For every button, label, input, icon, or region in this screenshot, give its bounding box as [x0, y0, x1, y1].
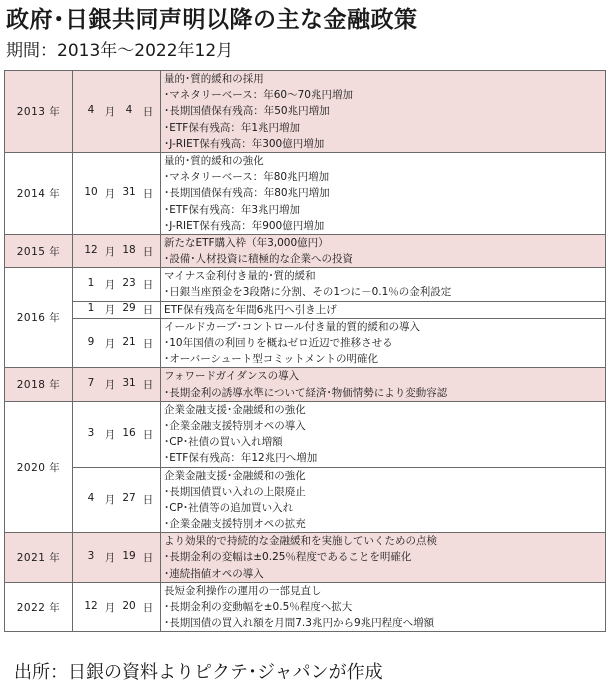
policy-table [4, 70, 606, 632]
date-day: 20 [122, 599, 136, 612]
date-cell [73, 401, 161, 467]
date-day: 4 [125, 103, 133, 116]
policy-heading: ETF保有残高を年間6兆円へ引き上げ [164, 303, 337, 316]
policy-content-cell [161, 301, 606, 318]
date-day-unit: 日 [142, 278, 154, 291]
date-month: 12 [84, 599, 98, 612]
policy-detail: ･企業金融支援特別オペの拡充 [164, 518, 306, 531]
date-month-unit: 月 [104, 337, 116, 350]
policy-heading: 新たなETF購入枠（年3,000億円） [164, 236, 329, 249]
policy-detail: ･長期国債保有残高：年80兆円増加 [164, 187, 330, 200]
policy-heading: 量的･質的緩和の採用 [164, 73, 264, 85]
policy-row [5, 234, 606, 267]
date-day-unit: 日 [142, 552, 154, 565]
policy-content-cell [161, 401, 606, 467]
date-day: 31 [122, 377, 136, 390]
policy-detail: ･設備･人材投資に積極的な企業への投資 [164, 253, 353, 266]
date-month: 3 [87, 550, 95, 563]
policy-heading: 長短金利操作の運用の一部見直し [164, 584, 322, 597]
policy-row [5, 368, 606, 401]
policy-content-cell [161, 71, 606, 153]
date-month-unit: 月 [104, 379, 116, 392]
date-cell [73, 368, 161, 401]
date-month: 4 [87, 492, 95, 505]
policy-row [5, 152, 606, 234]
date-month-unit: 月 [104, 187, 116, 200]
date-cell [73, 71, 161, 153]
policy-detail: ･オーバーシュート型コミットメントの明確化 [164, 353, 378, 366]
policy-heading: フォワードガイダンスの導入 [164, 370, 300, 383]
date-month-unit: 月 [104, 428, 116, 441]
policy-detail: ･ETF保有残高：年1兆円増加 [164, 121, 301, 134]
policy-heading: イールドカーブ･コントロール付き量的質的緩和の導入 [164, 320, 420, 333]
policy-row [5, 268, 606, 301]
policy-row [5, 467, 606, 533]
date-day-unit: 日 [142, 105, 154, 118]
date-month: 9 [87, 335, 95, 348]
policy-detail: ･J-RIET保有残高：年900億円増加 [164, 219, 325, 232]
date-month: 3 [87, 426, 95, 439]
policy-detail: ･連続指値オペの導入 [164, 567, 264, 580]
policy-row [5, 401, 606, 467]
policy-table-body [5, 71, 606, 632]
policy-content-cell [161, 318, 606, 368]
date-day-unit: 日 [142, 304, 154, 317]
year-cell: 2014 年 [5, 152, 73, 234]
date-cell [73, 152, 161, 234]
policy-content-cell [161, 368, 606, 401]
date-day: 16 [122, 426, 136, 439]
date-month-unit: 月 [104, 601, 116, 614]
date-day-unit: 日 [142, 428, 154, 441]
date-day-unit: 日 [142, 337, 154, 350]
policy-row [5, 533, 606, 583]
year-cell: 2018 年 [5, 368, 73, 401]
date-day: 31 [122, 185, 136, 198]
date-month: 4 [87, 103, 95, 116]
date-day-unit: 日 [142, 379, 154, 392]
policy-detail: ･CP･社債の買い入れ増額 [164, 436, 283, 449]
year-cell: 2015 年 [5, 234, 73, 267]
date-cell [73, 318, 161, 368]
policy-heading: マイナス金利付き量的･質的緩和 [164, 270, 316, 283]
date-day-unit: 日 [142, 494, 154, 507]
policy-content-cell [161, 152, 606, 234]
date-month-unit: 月 [104, 552, 116, 565]
year-cell: 2021 年 [5, 533, 73, 583]
policy-heading: より効果的で持続的な金融緩和を実施していくための点検 [164, 535, 437, 548]
policy-content-cell [161, 234, 606, 267]
source-note: 出所：日銀の資料よりピクテ･ジャパンが作成 [14, 662, 383, 683]
policy-detail: ･マネタリーベース：年60～70兆円増加 [164, 89, 353, 102]
period-subtitle: 期間：2013年～2022年12月 [6, 41, 234, 61]
date-day: 23 [122, 276, 136, 289]
date-day: 21 [122, 335, 136, 348]
date-month: 1 [87, 276, 95, 289]
policy-row [5, 301, 606, 318]
policy-heading: 企業金融支援･金融緩和の強化 [164, 469, 306, 482]
date-day: 27 [122, 492, 136, 505]
policy-detail: ･10年国債の利回りを概ねゼロ近辺で推移させる [164, 337, 393, 349]
policy-content-cell [161, 582, 606, 632]
date-day-unit: 日 [142, 601, 154, 614]
date-month: 7 [87, 377, 95, 390]
policy-detail: ･CP･社債等の追加買い入れ [164, 501, 294, 514]
date-cell [73, 467, 161, 533]
date-cell [73, 268, 161, 301]
date-month-unit: 月 [104, 245, 116, 258]
policy-heading: 量的･質的緩和の強化 [164, 154, 264, 167]
policy-content-cell [161, 533, 606, 583]
date-day: 19 [122, 550, 136, 563]
date-day: 18 [122, 243, 136, 256]
policy-content-cell [161, 467, 606, 533]
policy-detail: ･企業金融支援特別オペの導入 [164, 419, 306, 432]
date-cell [73, 301, 161, 318]
policy-row [5, 318, 606, 368]
date-cell [73, 533, 161, 583]
date-month-unit: 月 [104, 304, 116, 317]
policy-detail: ･ETF保有残高：年3兆円増加 [164, 203, 301, 216]
policy-detail: ･長期国債保有残高：年50兆円増加 [164, 105, 330, 118]
policy-detail: ･長期国債買い入れの上限廃止 [164, 485, 306, 498]
policy-content-cell [161, 268, 606, 301]
date-day-unit: 日 [142, 187, 154, 200]
policy-row [5, 71, 606, 153]
year-cell: 2022 年 [5, 582, 73, 632]
policy-detail: ･長期国債の買入れ額を月間7.3兆円から9兆円程度へ増額 [164, 617, 435, 630]
policy-detail: ･J-RIET保有残高：年300億円増加 [164, 137, 325, 150]
policy-detail: ･長期金利の変動幅を±0.5％程度へ拡大 [164, 601, 353, 613]
date-month: 10 [84, 185, 98, 198]
date-month-unit: 月 [104, 278, 116, 291]
policy-detail: ･長期金利の誘導水準について経済･物価情勢により変動容認 [164, 386, 448, 399]
date-month-unit: 月 [104, 105, 116, 118]
date-cell [73, 234, 161, 267]
policy-detail: ･ETF保有残高：年12兆円へ増加 [164, 452, 318, 465]
date-month: 12 [84, 243, 98, 256]
date-cell [73, 582, 161, 632]
policy-detail: ･マネタリーベース：年80兆円増加 [164, 171, 330, 184]
policy-detail: ･日銀当座預金を3段階に分割、その1つに－0.1％の金利設定 [164, 286, 452, 299]
year-cell: 2016 年 [5, 268, 73, 368]
date-day-unit: 日 [142, 245, 154, 258]
page-title: 政府･日銀共同声明以降の主な金融政策 [6, 7, 418, 33]
year-cell: 2020 年 [5, 401, 73, 533]
date-day: 29 [122, 302, 136, 315]
date-month-unit: 月 [104, 494, 116, 507]
policy-heading: 企業金融支援･金融緩和の強化 [164, 403, 306, 416]
policy-row [5, 582, 606, 632]
year-cell: 2013 年 [5, 71, 73, 153]
policy-detail: ･長期金利の変幅は±0.25％程度であることを明確化 [164, 551, 412, 564]
date-month: 1 [87, 302, 95, 315]
